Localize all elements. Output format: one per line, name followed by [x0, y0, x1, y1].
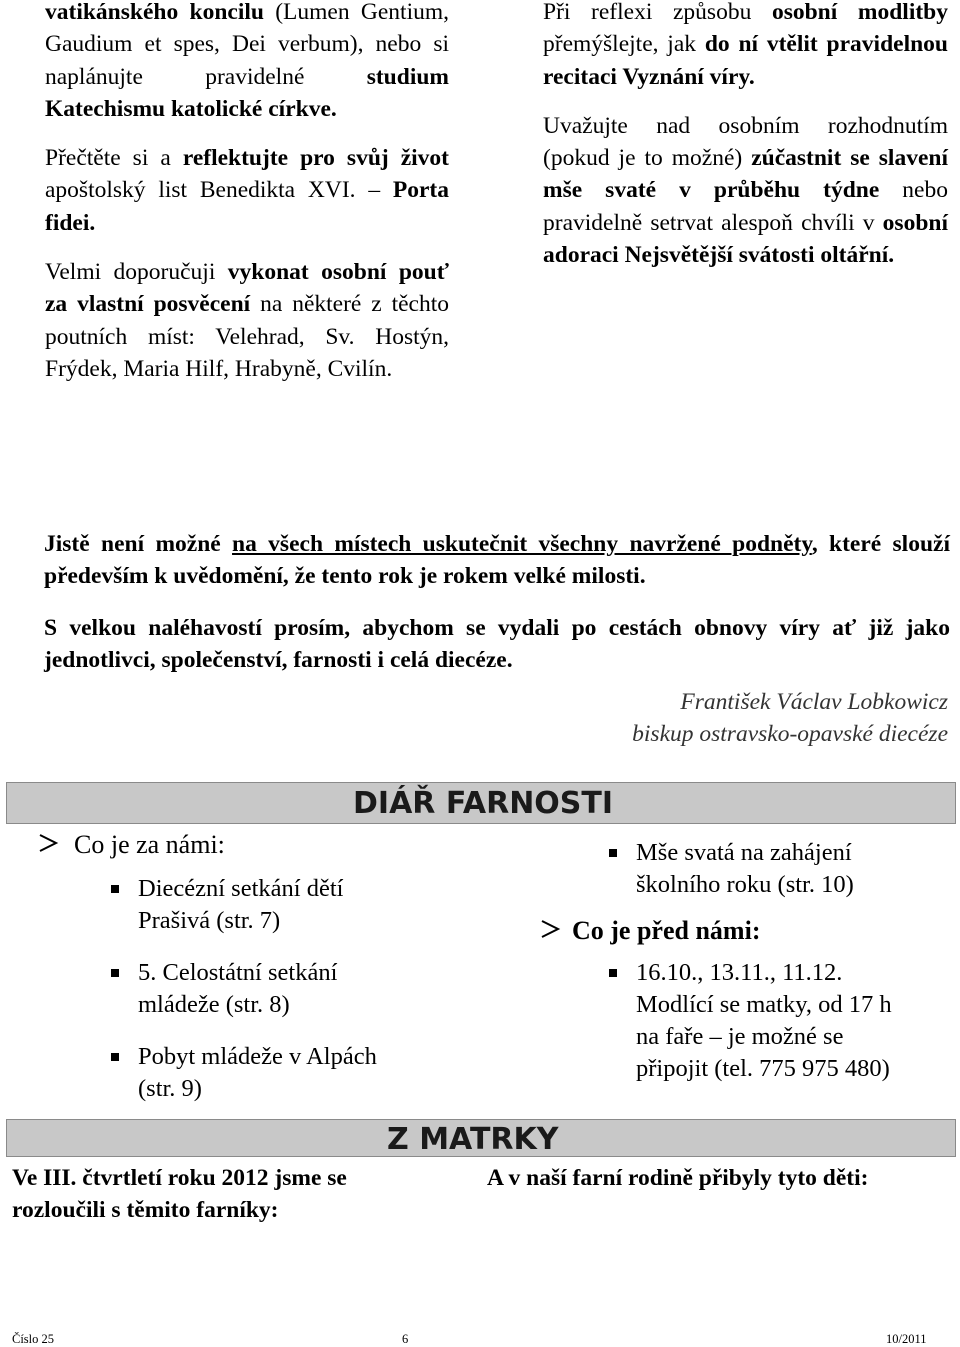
right-paragraph-2: Uvažujte nad osobním rozhodnutím (pokud je to možné) zúčastnit se slavení mše svaté v průběhu týdne nebo pravidelně setrvat alespoň chvíli v osobní adoraci Nejsvětější svátosti oltářní. — [543, 112, 948, 269]
arrow-right-outline-icon — [38, 829, 64, 861]
left-column — [45, 0, 449, 385]
right-paragraph-1: Při reflexi způsobu osobní modlitby přemýšlejte, jak do ní vtělit pravidelnou recitaci Vyznání víry. — [543, 0, 948, 90]
footer-page-number: 6 — [402, 1332, 409, 1346]
closing-paragraph-1: Jistě není možné na všech místech uskutečnit všechny navržené podněty, které slouží především k uvědomění, že tento rok je rokem velké milosti. — [44, 531, 950, 589]
future-heading: Co je před námi: — [540, 915, 760, 947]
signature-title: biskup ostravsko-opavské diecéze — [632, 721, 948, 747]
matrky-title: Z MATRKY — [387, 1122, 559, 1157]
arrow-right-outline-icon — [540, 915, 566, 947]
square-bullet-icon — [111, 969, 119, 977]
square-bullet-icon — [111, 1053, 119, 1061]
square-bullet-icon — [609, 969, 617, 977]
left-paragraph-2: Přečtěte si a reflektujte pro svůj život apoštolský list Benedikta XVI. – Porta fidei. — [45, 145, 450, 236]
signature-name: František Václav Lobkowicz — [680, 689, 948, 715]
right-column — [543, 0, 948, 271]
past-item-2: 5. Celostátní setkání mládeže (str. 8) — [138, 957, 337, 1021]
footer-issue: Číslo 25 — [12, 1332, 55, 1346]
past-item-3: Pobyt mládeže v Alpách (str. 9) — [138, 1041, 377, 1105]
left-paragraph-3: Velmi doporučuji vykonat osobní pouť za vlastní posvěcení na některé z těchto poutních míst: Velehrad, Sv. Hostýn, Frýdek, Maria Hilf, Hrabyně, Cvilín. — [45, 259, 449, 382]
matrky-left-heading: Ve III. čtvrtletí roku 2012 jsme se rozloučili s těmito farníky: — [12, 1165, 347, 1223]
underlined-phrase: na všech místech uskutečnit všechny navržené podněty — [232, 531, 812, 557]
past-item-1: Diecézní setkání dětí Prašivá (str. 7) — [138, 873, 343, 937]
right-item-1: Mše svatá na zahájení školního roku (str. 10) — [636, 837, 854, 901]
past-heading: Co je za námi: — [38, 829, 225, 861]
square-bullet-icon — [609, 849, 617, 857]
matrky-right-heading: A v naší farní rodině přibyly tyto děti: — [487, 1165, 869, 1191]
footer-date: 10/2011 — [886, 1332, 927, 1346]
square-bullet-icon — [111, 885, 119, 893]
diar-title: DIÁŘ FARNOSTI — [353, 786, 614, 821]
left-paragraph-1: vatikánského koncilu (Lumen Gentium, Gaudium et spes, Dei verbum), nebo si naplánujte pravidelné studium Katechismu katolické církve. — [45, 0, 449, 122]
closing-paragraph-2: S velkou naléhavostí prosím, abychom se vydali po cestách obnovy víry ať již jako jednotlivci, společenství, farnosti i celá diecéze. — [44, 615, 950, 673]
future-item-1: 16.10., 13.11., 11.12. Modlící se matky, od 17 h na faře – je možné se připojit (tel. 775 975 480) — [636, 957, 892, 1085]
